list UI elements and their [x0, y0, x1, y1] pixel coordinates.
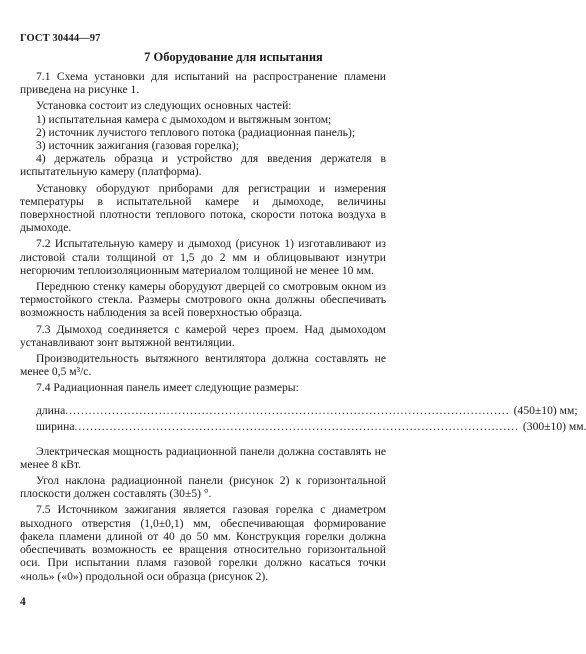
list-item-4: 4) держатель образца и устройство для введения держателя в испытательную камеру (платформа). — [20, 152, 386, 179]
dimension-row-length — [20, 403, 578, 419]
document-code: ГОСТ 30444—97 — [20, 33, 101, 44]
dimension-name: длина — [36, 403, 66, 417]
section-body — [20, 70, 586, 586]
paragraph-instruments: Установку оборудуют приборами для регистрации и измерения температуры в испытательной камере и дымоходе, величины поверхностной плотности теплового потока, скорости потока воздуха в дымоходе. — [20, 181, 386, 235]
list-item-3: 3) источник зажигания (газовая горелка); — [36, 139, 240, 153]
paragraph-7-4: 7.4 Радиационная панель имеет следующие размеры: — [36, 381, 299, 395]
list-item-2: 2) источник лучистого теплового потока (радиационная панель); — [36, 125, 356, 139]
dimension-value: (450±10) мм; — [513, 403, 578, 417]
paragraph-power: Электрическая мощность радиационной панели должна составлять не менее 8 кВт. — [20, 444, 386, 471]
dimensions-list — [20, 403, 586, 435]
paragraph-door: Переднюю стенку камеры оборудуют дверцей со смотровым окном из термостойкого стекла. Размеры смотрового окна должны обеспечивать возможность наблюдения за всей поверхностью образца. — [20, 280, 386, 320]
paragraph-angle: Угол наклона радиационной панели (рисунок 2) к горизонтальной плоскости должен составлять (30±5) °. — [20, 474, 386, 501]
dimension-row-width — [20, 419, 586, 435]
parts-intro: Установка состоит из следующих основных частей: — [36, 99, 292, 113]
list-item-1: 1) испытательная камера с дымоходом и вытяжным зонтом; — [36, 112, 332, 126]
leader-dots: .................................................................................................................. — [65, 403, 510, 417]
section-title: 7 Оборудование для испытания — [144, 50, 323, 64]
page-number: 4 — [20, 596, 26, 608]
paragraph-7-1: 7.1 Схема установки для испытаний на распространение пламени приведена на рисунке 1. — [20, 70, 386, 97]
dimension-name: ширина — [36, 419, 75, 433]
paragraph-7-5: 7.5 Источником зажигания является газовая горелка с диаметром выходного отверстия (1,0±0,1) мм, обеспечивающая формирование факела пламени длиной от 40 до 50 мм. Конструкция горелки должна обеспечивать возможность ее вращения относительно горизонтальной оси. При испытании пламя газовой горелки должно касаться точки «ноль» («0») продольной оси образца (рисунок 2). — [20, 503, 386, 583]
dimension-value: (300±10) мм. — [522, 419, 586, 433]
leader-dots: .................................................................................................................. — [74, 419, 519, 433]
paragraph-7-2: 7.2 Испытательную камеру и дымоход (рисунок 1) изготавливают из листовой стали толщиной от 1,5 до 2 мм и облицовывают изнутри негорючим теплоизоляционным материалом толщиной не менее 10 мм. — [20, 237, 386, 277]
paragraph-7-3: 7.3 Дымоход соединяется с камерой через проем. Над дымоходом устанавливают зонт вытяжной вентиляции. — [20, 322, 386, 349]
paragraph-fan: Производительность вытяжного вентилятора должна составлять не менее 0,5 м³/с. — [20, 352, 386, 379]
